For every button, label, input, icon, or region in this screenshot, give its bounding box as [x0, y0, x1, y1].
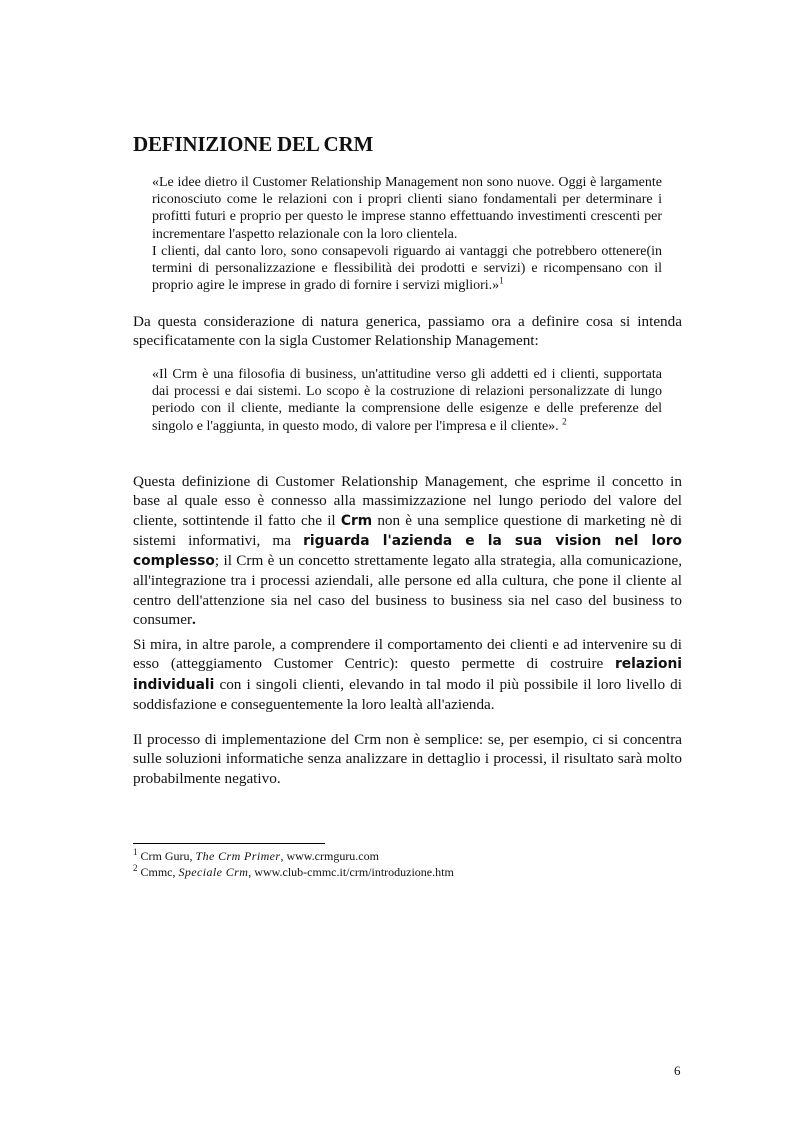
footnote-1: [133, 848, 682, 864]
quote-2-text: «Il Crm è una filosofia di business, un'attitudine verso gli addetti ed i clienti, supportata dai processi e dai sistemi. Lo scopo è la costruzione di relazioni personalizzate di lungo periodo con il cliente, mediante la comprensione delle esigenze e delle preferenze del singolo e l'aggiunta, in questo modo, di valore per l'impresa e il cliente».: [152, 367, 662, 434]
paragraph-2-text-b: non è una semplice questione di marketing nè di sistemi informativi, ma: [133, 511, 682, 549]
footnote-2: [133, 864, 682, 880]
paragraph-2-text-a: Questa definizione di Customer Relationship Management, che esprime il concetto in base al quale esso è connesso alla massimizzazione nel lungo periodo del valore del cliente, sottintende il fatto che il: [133, 473, 682, 529]
quote-1-text: «Le idee dietro il Customer Relationship Management non sono nuove. Oggi è largamente riconosciuto come le relazioni con i propri clienti siano fondamentali per determinare i profitti futuri e proprio per questo le imprese stanno effettuando investimenti crescenti per incrementare l'aspetto relazionale con la loro clientela.: [152, 175, 662, 242]
quote-block-2: [152, 366, 662, 435]
quote-block-1: [152, 174, 662, 294]
paragraph-2-bold-period: .: [192, 611, 196, 629]
paragraph-3-bold-phrase: relazioni individuali: [133, 656, 682, 693]
footnote-1-number: 1: [133, 847, 138, 857]
paragraph-2-bold-phrase: riguarda l'azienda e la sua vision nel loro complesso: [133, 532, 682, 570]
footnote-2-pre: Cmmc,: [137, 865, 179, 879]
page-number: 6: [674, 1063, 681, 1078]
paragraph-2-text-c: ; il Crm è un concetto strettamente legato alla strategia, alla comunicazione, all'integrazione tra i processi aziendali, alle persone ed alla cultura, che pone il cliente al centro dell'attenzione sia nel caso del business to business sia nel caso del business to consumer: [133, 552, 682, 629]
paragraph-4: Il processo di implementazione del Crm non è semplice: se, per esempio, ci si concentra sulle soluzioni informatiche senza analizzare in dettaglio i processi, il risultato sarà molto probabilmente negativo.: [133, 731, 682, 787]
footnote-ref-2: 2: [562, 415, 567, 426]
footnote-2-post: , www.club-cmmc.it/crm/introduzione.htm: [248, 865, 454, 879]
footnote-ref-1: 1: [499, 275, 504, 286]
paragraph-3-text-a: Si mira, in altre parole, a comprendere il comportamento dei clienti e ad intervenire su di esso (atteggiamento Customer Centric): questo permette di costruire: [133, 636, 682, 673]
footnote-2-title: Speciale Crm: [178, 865, 249, 879]
paragraph-2-bold-crm: Crm: [340, 512, 373, 529]
paragraph-3: [133, 635, 682, 714]
footnote-1-pre: Crm Guru,: [137, 849, 196, 863]
footnote-1-post: , www.crmguru.com: [280, 849, 379, 863]
paragraph-2: [133, 472, 682, 629]
footnote-divider: [133, 843, 325, 844]
paragraph-1: Da questa considerazione di natura generica, passiamo ora a definire cosa si intenda specificatamente con la sigla Customer Relationship Management:: [133, 313, 682, 350]
paragraph-3-text-b: con i singoli clienti, elevando in tal modo il più possibile il loro livello di soddisfazione e conseguentemente la loro lealtà all'azienda.: [133, 675, 682, 713]
footnote-2-number: 2: [133, 863, 138, 873]
footnotes: [133, 848, 682, 880]
footnote-1-title: The Crm Primer: [195, 849, 281, 863]
page-title: DEFINIZIONE DEL CRM: [133, 132, 374, 156]
quote-1-text-continued: I clienti, dal canto loro, sono consapevoli riguardo ai vantaggi che potrebbero ottenere(in termini di personalizzazione e flessibilità dei prodotti e servizi) e ricompensano con il proprio agire le imprese in grado di fornire i servizi migliori.»: [152, 243, 662, 294]
